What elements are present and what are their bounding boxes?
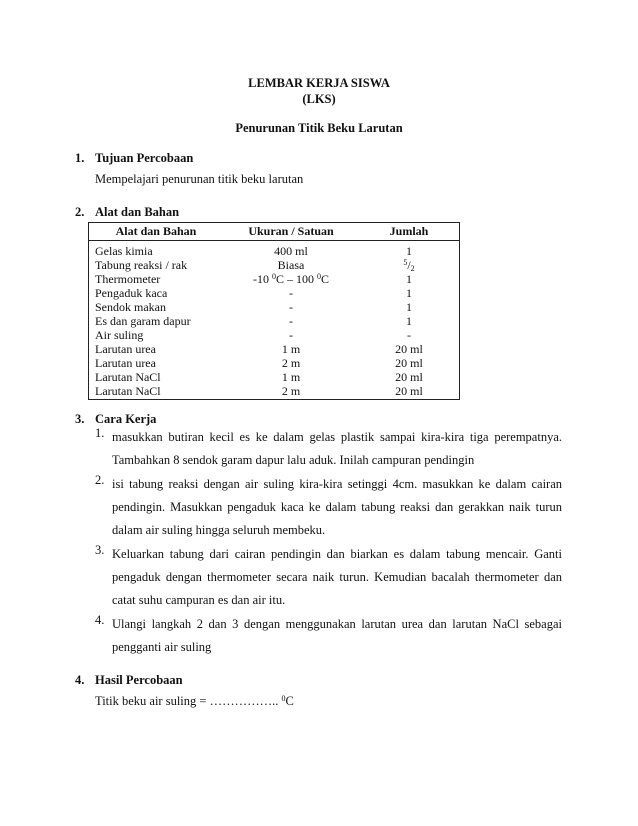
table-cell-size: 1 m <box>281 341 301 356</box>
result-unit: C <box>285 694 294 708</box>
section-1-title: Tujuan Percobaan <box>95 151 194 165</box>
document-subtitle: Penurunan Titik Beku Larutan <box>235 121 403 135</box>
table-cell-item: Thermometer <box>95 271 161 286</box>
table-cell-item: Larutan urea <box>95 341 156 356</box>
step-number: 4. <box>95 613 105 627</box>
table-row <box>89 314 460 328</box>
step-text: masukkan butiran kecil es ke dalam gelas plastik sampai kira-kira tiga perempatnya. Tambahkan 8 sendok garam dapur lalu aduk. Inilah campuran pendingin <box>112 430 562 467</box>
document-title: LEMBAR KERJA SISWA <box>248 76 390 90</box>
table-row <box>89 328 460 342</box>
temp-range-start: -10 <box>252 271 272 286</box>
table-cell-item: Larutan NaCl <box>95 369 161 384</box>
table-cell-item: Pengaduk kaca <box>95 285 168 300</box>
table-cell-quantity: $^5/_2$ <box>403 257 415 273</box>
table-cell-size: 1 m <box>281 369 301 384</box>
table-cell-size: Biasa <box>277 257 305 272</box>
section-2-number: 2. <box>75 205 85 219</box>
table-cell-item: Larutan NaCl <box>95 383 161 398</box>
table-header-row <box>89 223 460 241</box>
temp-range-mid: C – 100 <box>275 271 317 286</box>
section-1-heading <box>75 151 193 166</box>
list-item <box>95 613 562 659</box>
fraction-numerator: 5 <box>403 257 408 267</box>
table-cell-quantity: 1 <box>406 299 412 314</box>
table-cell-quantity: 1 <box>406 243 412 258</box>
table-cell-size: 400 ml <box>274 243 308 258</box>
section-2-title: Alat dan Bahan <box>95 205 180 219</box>
table-row <box>89 356 460 370</box>
section-3-number: 3. <box>75 412 85 426</box>
table-row <box>89 272 460 286</box>
table-cell-quantity: 20 ml <box>395 369 423 384</box>
table-row <box>89 342 460 356</box>
table-cell-size: 2 m <box>281 355 301 370</box>
table-cell-size <box>223 272 359 286</box>
section-4-title: Hasil Percobaan <box>95 673 183 687</box>
table-cell-quantity: 1 <box>406 285 412 300</box>
table-cell-item: Gelas kimia <box>95 243 153 258</box>
step-number: 2. <box>95 473 105 487</box>
table-cell-item: Tabung reaksi / rak <box>95 257 188 272</box>
section-1-number: 1. <box>75 151 85 165</box>
table-cell-size: - <box>289 313 293 328</box>
table-header-quantity: Jumlah <box>359 223 460 241</box>
step-text: Ulangi langkah 2 dan 3 dengan menggunakan larutan urea dan larutan NaCl sebagai pengganti air suling <box>112 617 562 654</box>
section-2-heading <box>75 205 179 220</box>
table-cell-quantity: 1 <box>406 313 412 328</box>
result-label: Titik beku air suling = …………….. <box>95 694 282 708</box>
procedure-steps <box>95 426 562 659</box>
table-cell-size: 2 m <box>281 383 301 398</box>
table-cell-size: - <box>289 285 293 300</box>
document-abbreviation: (LKS) <box>302 92 336 106</box>
table-cell-quantity: 20 ml <box>395 383 423 398</box>
step-number: 1. <box>95 426 105 440</box>
table-row <box>89 370 460 384</box>
section-4-heading <box>75 673 183 688</box>
list-item <box>95 426 562 472</box>
result-line <box>95 694 294 709</box>
table-cell-item: Air suling <box>95 327 144 342</box>
table-row <box>89 300 460 314</box>
table-cell-size: - <box>289 299 293 314</box>
step-text: Keluarkan tabung dari cairan pendingin dan biarkan es dalam tabung mencair. Ganti pengaduk dengan thermometer secara naik turun. Kemudian bacalah thermometer dan catat suhu campuran es dan air itu. <box>112 547 562 607</box>
table-row <box>89 244 460 258</box>
degree-sup: 0 <box>281 694 286 703</box>
table-cell-quantity: 20 ml <box>395 341 423 356</box>
table-header-size: Ukuran / Satuan <box>223 223 359 241</box>
materials-table <box>88 222 460 400</box>
table-row <box>89 384 460 400</box>
list-item <box>95 473 562 542</box>
table-cell-size: - <box>289 327 293 342</box>
table-cell-quantity: - <box>407 327 411 342</box>
table-cell-quantity: 1 <box>406 271 412 286</box>
section-1-text: Mempelajari penurunan titik beku larutan <box>95 172 304 186</box>
table-row <box>89 286 460 300</box>
section-4-number: 4. <box>75 673 85 687</box>
step-number: 3. <box>95 543 105 557</box>
step-text: isi tabung reaksi dengan air suling kira-kira setinggi 4cm. masukkan ke dalam cairan pendingin. Masukkan pengaduk kaca ke dalam tabung reaksi dan gerakkan naik turun dalam air suling hingga seluruh membeku. <box>112 477 562 537</box>
table-cell-item: Sendok makan <box>95 299 166 314</box>
table-cell-item: Larutan urea <box>95 355 156 370</box>
degree-sup: 0 <box>271 271 276 281</box>
fraction-denominator: 2 <box>410 263 415 273</box>
list-item <box>95 543 562 612</box>
temp-range-unit: C <box>321 271 330 286</box>
table-cell-item: Es dan garam dapur <box>95 313 191 328</box>
table-cell-quantity: 20 ml <box>395 355 423 370</box>
degree-sup: 0 <box>317 271 321 281</box>
section-3-heading <box>75 412 156 427</box>
table-header-item: Alat dan Bahan <box>89 223 224 241</box>
section-3-title: Cara Kerja <box>95 412 157 426</box>
table-row <box>89 258 460 272</box>
